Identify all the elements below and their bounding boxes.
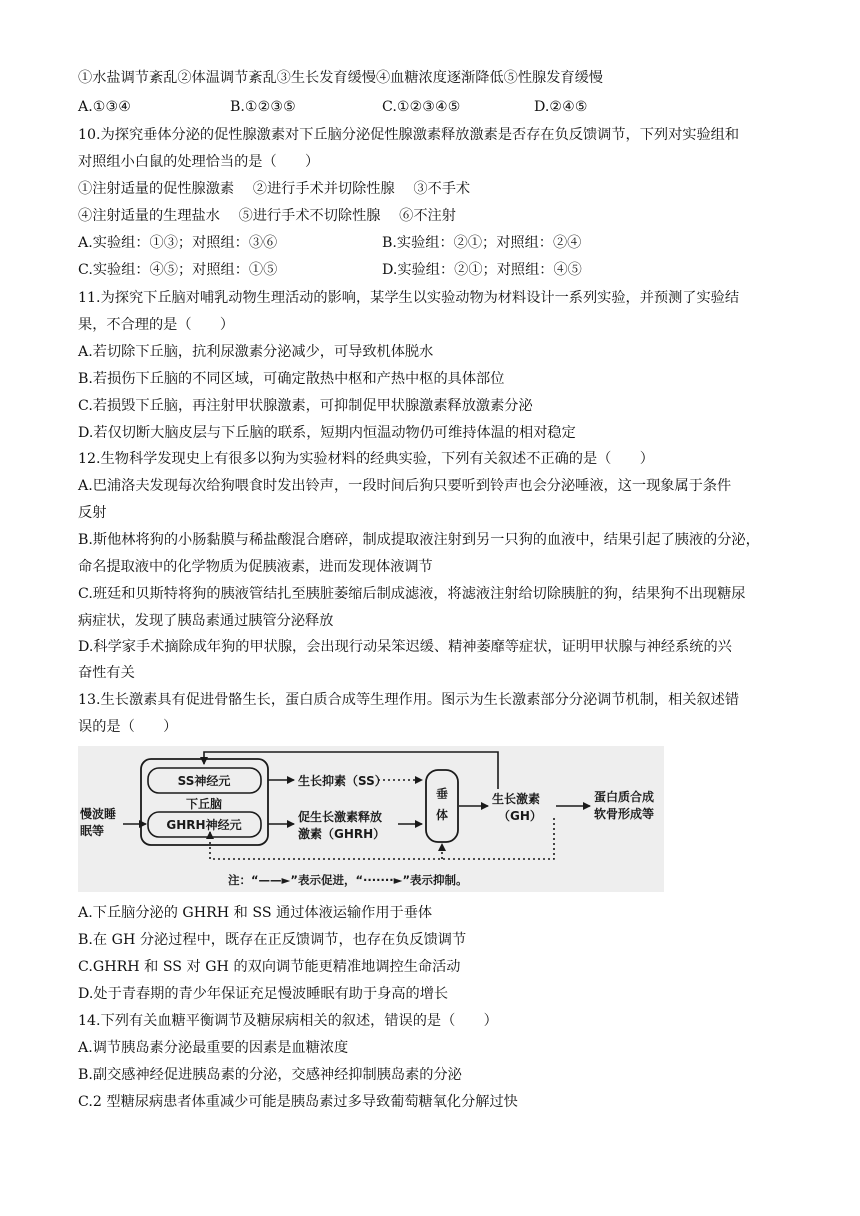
q11-option-b: B.若损伤下丘脑的不同区域，可确定散热中枢和产热中枢的具体部位 [78,371,505,387]
q13-option-d: D.处于青春期的青少年保证充足慢波睡眠有助于身高的增长 [78,986,449,1002]
hypothalamus-label: 下丘脑 [185,797,223,811]
q10-stem-line1: 10.为探究垂体分泌的促性腺激素对下丘脑分泌促性腺激素释放激素是否存在负反馈调节，下列对实验组和 [78,127,740,143]
q13-stem-line1: 13.生长激素具有促进骨骼生长，蛋白质合成等生理作用。图示为生长激素部分分泌调节机制，相关叙述错 [78,692,740,708]
slow-wave-sleep-label-2: 眠等 [80,824,105,838]
q9-items: ①水盐调节紊乱②体温调节紊乱③生长发育缓慢④血糖浓度逐渐降低⑤性腺发育缓慢 [78,70,603,86]
q13-stem-line2: 误的是（ ） [78,719,178,735]
q9-option-a: A.①③④ [78,99,131,115]
q12-option-d-line2: 奋性有关 [78,665,135,681]
pituitary-label-2: 体 [435,808,449,822]
q12-option-b-line2: 命名提取液中的化学物质为促胰液素，进而发现体液调节 [78,559,433,575]
q13-option-a: A.下丘脑分泌的 GHRH 和 SS 通过体液运输作用于垂体 [78,905,433,921]
q14-option-a: A.调节胰岛素分泌最重要的因素是血糖浓度 [78,1040,349,1056]
q11-option-d: D.若仅切断大脑皮层与下丘脑的联系，短期内恒温动物仍可维持体温的相对稳定 [78,425,576,441]
q10-items-line2: ④注射适量的生理盐水 ⑤进行手术不切除性腺 ⑥不注射 [78,208,456,224]
ss-neuron-label: SS神经元 [177,774,231,788]
q12-option-d-line1: D.科学家手术摘除成年狗的甲状腺，会出现行动呆笨迟缓、精神萎靡等症状，证明甲状腺与神经系统的兴 [78,639,732,655]
q10-option-c: C.实验组：④⑤；对照组：①⑤ [78,262,278,278]
gh-label-2: （GH） [498,809,542,823]
q9-option-d: D.②④⑤ [534,99,588,115]
gh-label-1: 生长激素 [492,792,541,806]
q10-option-d: D.实验组：②①；对照组：④⑤ [382,262,582,278]
q11-stem-line1: 11.为探究下丘脑对哺乳动物生理活动的影响，某学生以实验动物为材料设计一系列实验，并预测了实验结 [78,290,740,306]
effect-label-2: 软骨形成等 [594,807,655,821]
q12-option-a-line2: 反射 [78,505,107,521]
q10-stem-line2: 对照组小白鼠的处理恰当的是（ ） [78,154,320,170]
slow-wave-sleep-label-1: 慢波睡 [80,807,117,821]
q12-option-b-line1: B.斯他林将狗的小肠黏膜与稀盐酸混合磨碎，制成提取液注射到另一只狗的血液中，结果引起了胰液的分泌， [78,532,760,548]
q14-stem: 14.下列有关血糖平衡调节及糖尿病相关的叙述，错误的是（ ） [78,1013,498,1029]
q14-option-b: B.副交感神经促进胰岛素的分泌，交感神经抑制胰岛素的分泌 [78,1067,462,1083]
diagram-note: 注：“——►”表示促进，“·······►”表示抑制。 [228,873,468,887]
q11-option-a: A.若切除下丘脑，抗利尿激素分泌减少，可导致机体脱水 [78,344,434,360]
q10-option-a: A.实验组：①③；对照组：③⑥ [78,235,278,251]
effect-label-1: 蛋白质合成 [594,790,655,804]
ghrh-neuron-label: GHRH神经元 [166,818,242,832]
q13-option-c: C.GHRH 和 SS 对 GH 的双向调节能更精准地调控生命活动 [78,959,461,975]
q11-option-c: C.若损毁下丘脑，再注射甲状腺激素，可抑制促甲状腺激素释放激素分泌 [78,398,533,414]
q12-stem: 12.生物科学发现史上有很多以狗为实验材料的经典实验，下列有关叙述不正确的是（ ） [78,451,654,467]
gh-regulation-diagram [78,746,664,892]
q13-option-b: B.在 GH 分泌过程中，既存在正反馈调节，也存在负反馈调节 [78,932,467,948]
q12-option-a-line1: A.巴浦洛夫发现每次给狗喂食时发出铃声，一段时间后狗只要听到铃声也会分泌唾液，这一现象属于条件 [78,478,732,494]
ghrh-label-2: 激素（GHRH） [298,827,386,841]
ghrh-label-1: 促生长激素释放 [298,810,383,824]
q14-option-c: C.2 型糖尿病患者体重减少可能是胰岛素过多导致葡萄糖氧化分解过快 [78,1094,518,1110]
q9-option-b: B.①②③⑤ [230,99,296,115]
pituitary-label-1: 垂 [435,787,449,801]
q12-option-c-line1: C.班廷和贝斯特将狗的胰液管结扎至胰脏萎缩后制成滤液，将滤液注射给切除胰脏的狗，结果狗不出现糖尿 [78,586,746,602]
q11-stem-line2: 果，不合理的是（ ） [78,317,235,333]
q10-option-b: B.实验组：②①；对照组：②④ [382,235,582,251]
somatostatin-label: 生长抑素（SS） [298,774,387,788]
q10-items-line1: ①注射适量的促性腺激素 ②进行手术并切除性腺 ③不手术 [78,181,471,197]
q12-option-c-line2: 病症状，发现了胰岛素通过胰管分泌释放 [78,613,334,629]
q9-option-c: C.①②③④⑤ [382,99,461,115]
